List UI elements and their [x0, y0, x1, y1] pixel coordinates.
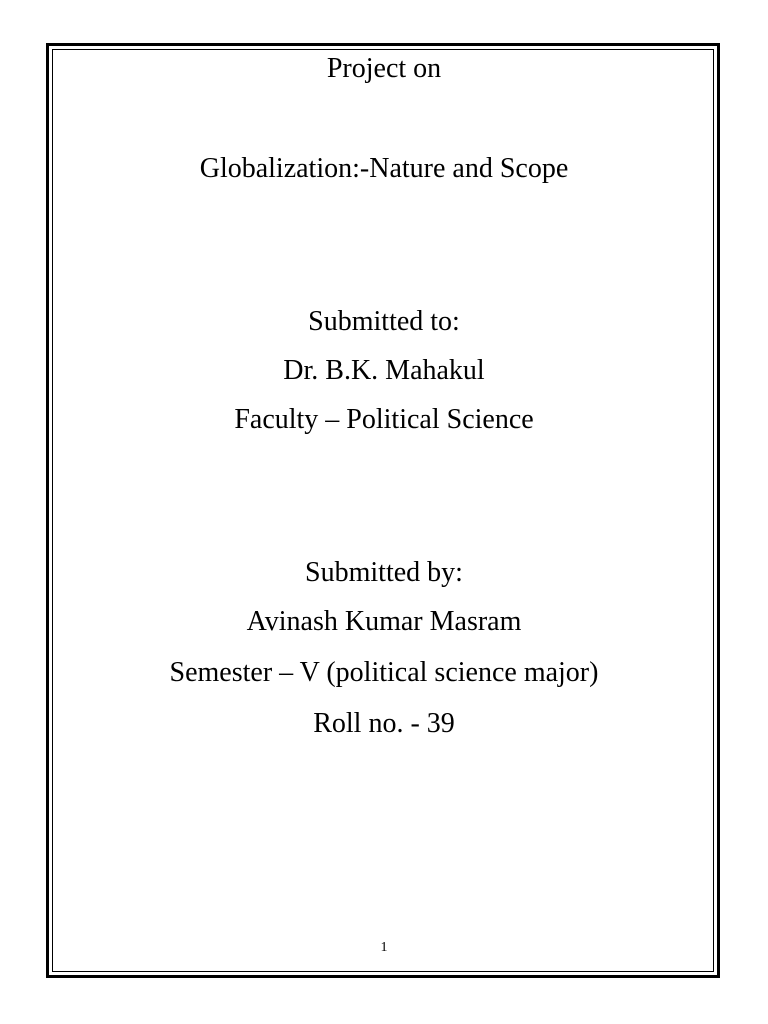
project-heading: Project on: [326, 53, 442, 84]
submitted-to-label: Submitted to:: [308, 306, 460, 337]
student-name: Avinash Kumar Masram: [246, 606, 522, 637]
supervisor-designation: Faculty – Political Science: [234, 404, 534, 435]
page-number: 1: [380, 940, 388, 955]
supervisor-name: Dr. B.K. Mahakul: [283, 355, 485, 386]
page-border-inner: [52, 49, 714, 972]
submitted-by-label: Submitted by:: [305, 557, 463, 588]
student-roll-number: Roll no. - 39: [313, 708, 455, 739]
project-title: Globalization:-Nature and Scope: [199, 153, 569, 184]
student-semester: Semester – V (political science major): [169, 657, 599, 688]
